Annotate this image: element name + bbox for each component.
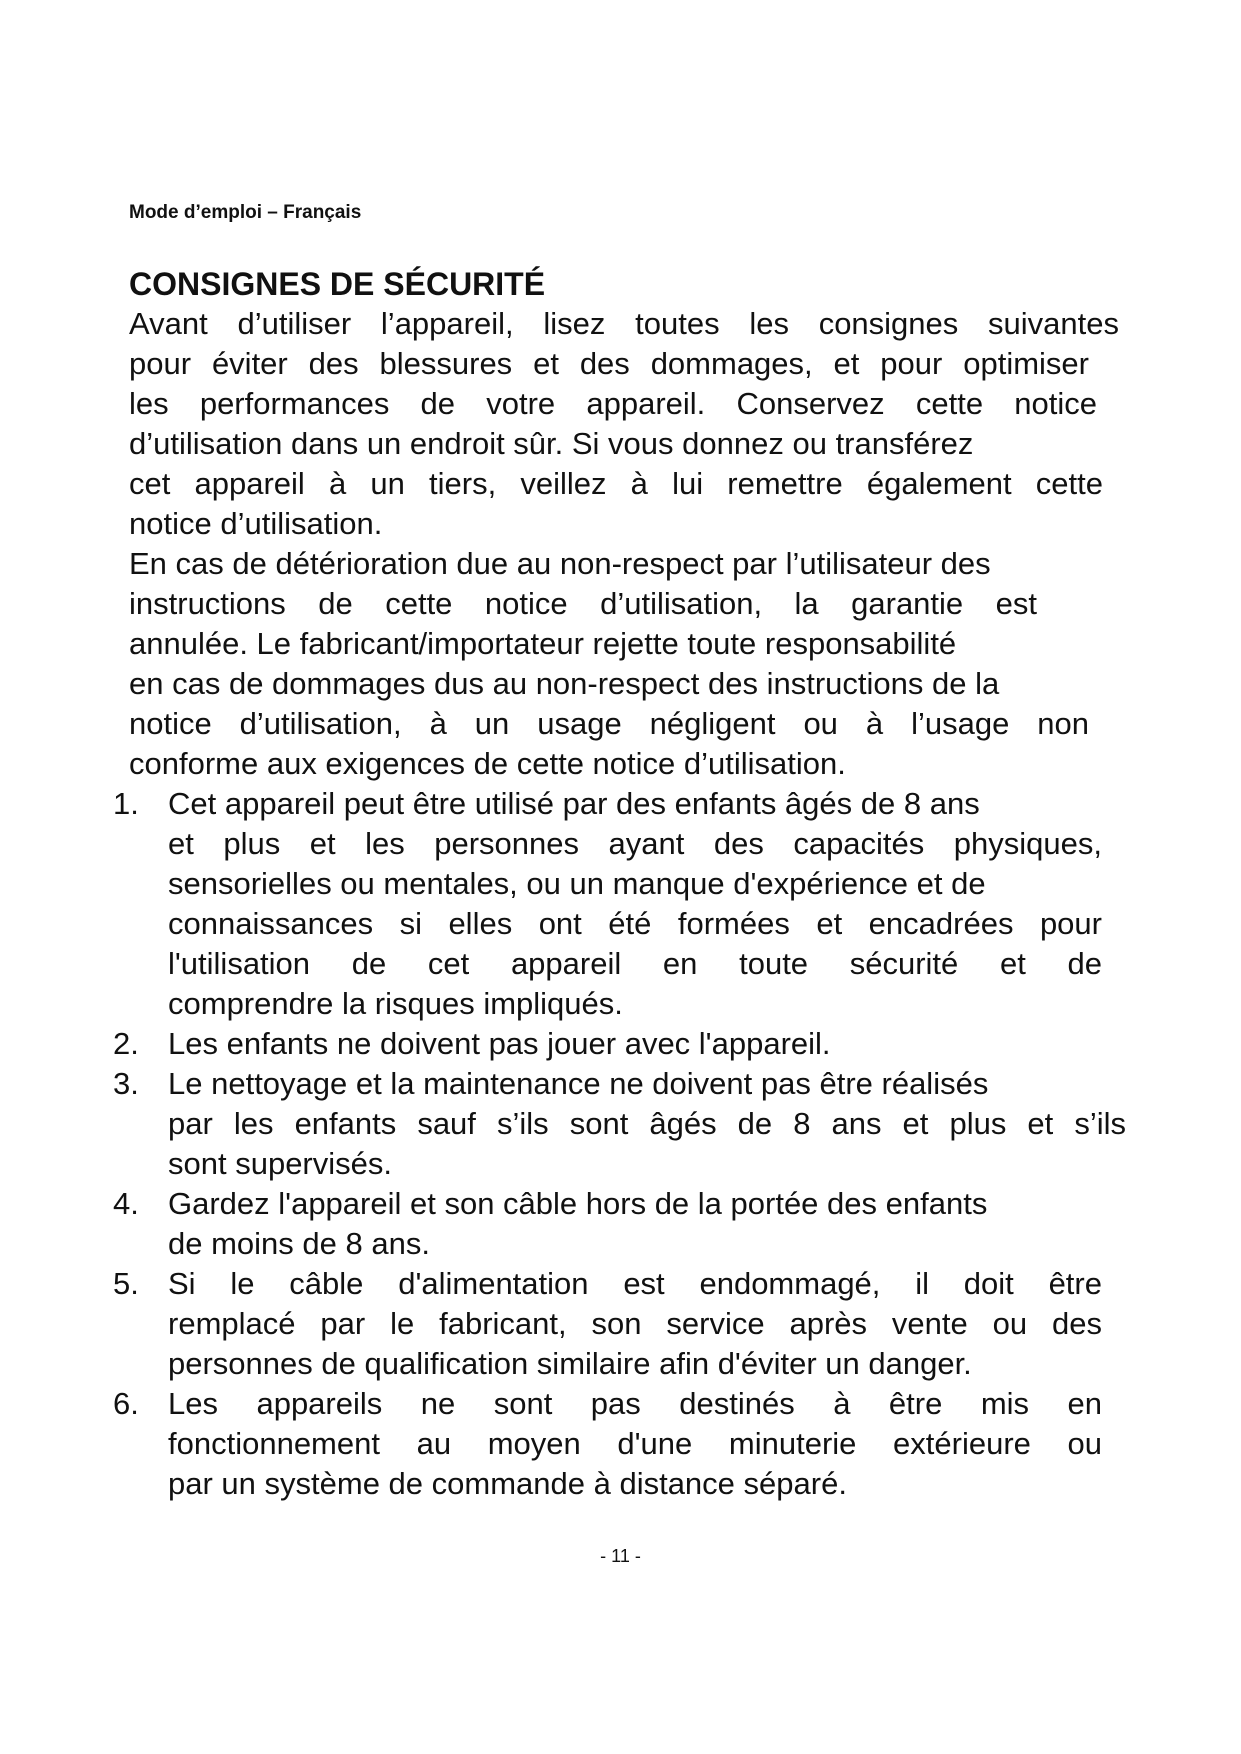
list-item-line: comprendre la risques impliqués. (168, 986, 623, 1021)
paragraph-line: annulée. Le fabricant/importateur rejette toute responsabilité (129, 626, 957, 661)
list-item-number: 2. (113, 1026, 139, 1061)
list-item-line: fonctionnement au moyen d'une minuterie extérieure ou (168, 1426, 1102, 1461)
list-item-text (168, 1264, 1128, 1384)
list-item-line: Cet appareil peut être utilisé par des enfants âgés de 8 ans (168, 786, 980, 821)
list-item-text (168, 1184, 1128, 1264)
list-item-text (168, 784, 1128, 1024)
list-item-number: 5. (113, 1266, 139, 1301)
paragraph-line: instructions de cette notice d’utilisation, la garantie est (129, 586, 1037, 621)
list-item-line: remplacé par le fabricant, son service après vente ou des (168, 1306, 1102, 1341)
list-item-line: sensorielles ou mentales, ou un manque d'expérience et de (168, 866, 986, 901)
list-item-line: Le nettoyage et la maintenance ne doivent pas être réalisés (168, 1066, 989, 1101)
paragraph-line: pour éviter des blessures et des dommages, et pour optimiser (129, 346, 1089, 381)
section-title: CONSIGNES DE SÉCURITÉ (129, 266, 546, 302)
list-item (113, 1064, 1128, 1184)
list-item-line: Les enfants ne doivent pas jouer avec l'appareil. (168, 1026, 831, 1061)
list-item-number: 6. (113, 1386, 139, 1421)
list-item-line: Si le câble d'alimentation est endommagé, il doit être (168, 1266, 1102, 1301)
list-item-line: Gardez l'appareil et son câble hors de la portée des enfants (168, 1186, 988, 1221)
list-item-line: de moins de 8 ans. (168, 1226, 430, 1261)
list-item-line: connaissances si elles ont été formées et encadrées pour (168, 906, 1102, 941)
intro-paragraph-1 (129, 304, 1119, 544)
list-item-line: par les enfants sauf s’ils sont âgés de 8 ans et plus et s’ils (168, 1106, 1126, 1141)
document-header: Mode d’emploi – Français (129, 202, 362, 223)
paragraph-line: Avant d’utiliser l’appareil, lisez toutes les consignes suivantes (129, 306, 1119, 341)
safety-instructions-list (113, 784, 1128, 1504)
paragraph-line: notice d’utilisation. (129, 506, 383, 541)
list-item-number: 4. (113, 1186, 139, 1221)
list-item-text (168, 1384, 1128, 1504)
page-number: - 11 - (600, 1546, 641, 1566)
list-item-line: sont supervisés. (168, 1146, 392, 1181)
list-item (113, 784, 1128, 1024)
paragraph-line: d’utilisation dans un endroit sûr. Si vous donnez ou transférez (129, 426, 974, 461)
list-item-line: et plus et les personnes ayant des capacités physiques, (168, 826, 1102, 861)
paragraph-line: en cas de dommages dus au non-respect des instructions de la (129, 666, 1000, 701)
list-item-text (168, 1064, 1128, 1184)
list-item-line: par un système de commande à distance séparé. (168, 1466, 847, 1501)
list-item (113, 1024, 1128, 1064)
intro-paragraph-2 (129, 544, 1119, 784)
paragraph-line: conforme aux exigences de cette notice d’utilisation. (129, 746, 846, 781)
list-item-line: personnes de qualification similaire afin d'éviter un danger. (168, 1346, 972, 1381)
list-item (113, 1184, 1128, 1264)
list-item (113, 1384, 1128, 1504)
paragraph-line: notice d’utilisation, à un usage négligent ou à l’usage non (129, 706, 1089, 741)
paragraph-line: En cas de détérioration due au non-respect par l’utilisateur des (129, 546, 991, 581)
paragraph-line: les performances de votre appareil. Conservez cette notice (129, 386, 1097, 421)
list-item-line: Les appareils ne sont pas destinés à être mis en (168, 1386, 1102, 1421)
paragraph-line: cet appareil à un tiers, veillez à lui remettre également cette (129, 466, 1103, 501)
list-item-text (168, 1024, 1128, 1064)
list-item-number: 1. (113, 786, 139, 821)
list-item-number: 3. (113, 1066, 139, 1101)
list-item (113, 1264, 1128, 1384)
list-item-line: l'utilisation de cet appareil en toute sécurité et de (168, 946, 1102, 981)
